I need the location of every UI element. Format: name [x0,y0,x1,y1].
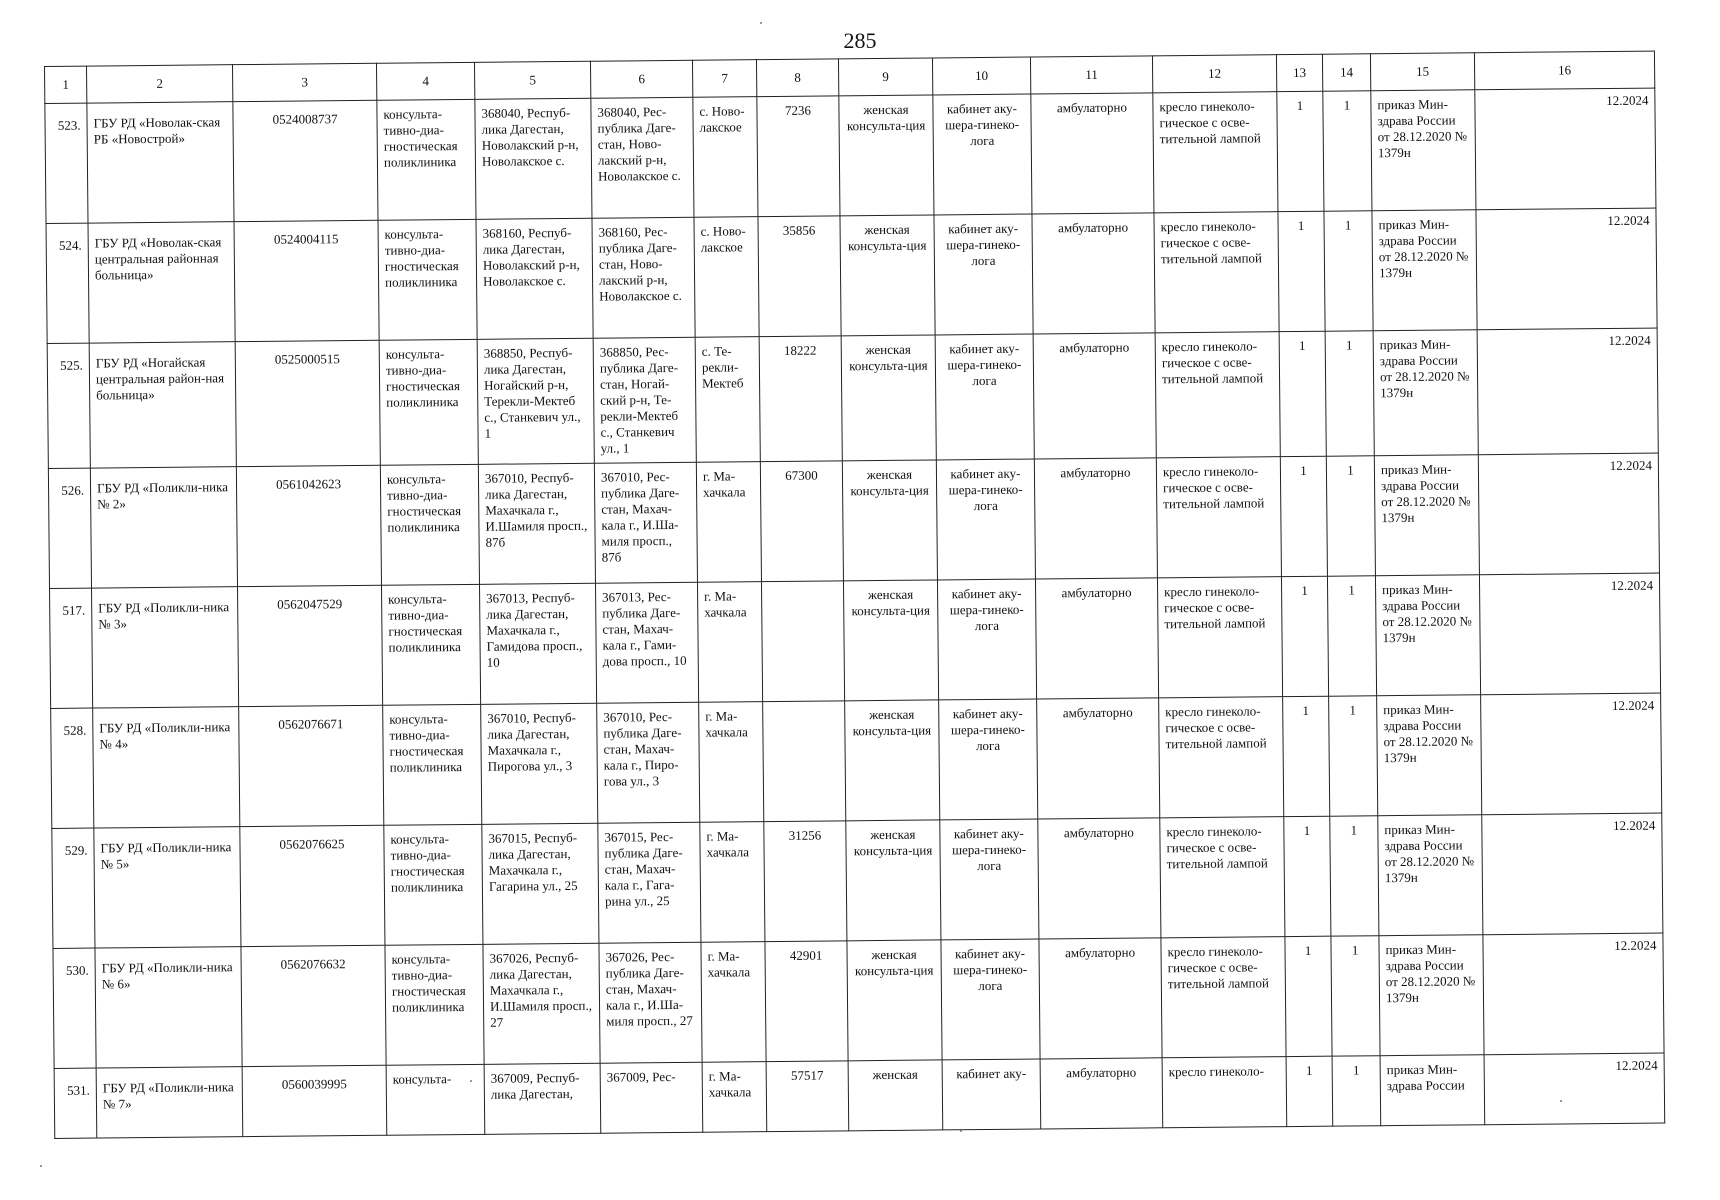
count-col-13-cell: 1 [1281,576,1328,696]
facility-type-cell: консульта-тивно-диа-гностическая поликлиника [384,824,483,945]
care-condition-cell: амбулаторно [1032,213,1155,334]
legal-address-cell: 367015, Респуб-лика Дагестан, Махачкала г., Гагарина ул., 25 [482,823,599,944]
care-condition-cell: амбулаторно [1035,578,1158,699]
column-header-6: 6 [590,60,692,98]
equipment-cell: кресло гинеколо-гическое с осве-тительной лампой [1154,212,1279,333]
count-col-13-cell: 1 [1286,1056,1333,1126]
equipment-cell: кресло гинеколо-гическое с осве-тительной лампой [1156,457,1281,578]
row-number-cell: 526. [48,468,91,588]
legal-address-cell: 367026, Респуб-лика Дагестан, Махачкала г., И.Шамиля просп., 27 [483,943,600,1064]
legal-address-cell: 367010, Респуб-лика Дагестан, Махачкала г., Пирогова ул., 3 [481,703,598,824]
cabinet-cell: кабинет аку-шера-гинеко-лога [941,939,1040,1060]
column-header-7: 7 [692,60,756,98]
population-cell: 67300 [760,461,843,582]
locality-cell: с. Ново-лакское [693,97,758,218]
legal-address-cell: 367009, Респуб-лика Дагестан, [484,1063,601,1134]
organization-name-cell: ГБУ РД «Поликли-ника № 7» [96,1067,243,1138]
table-row [46,208,1657,343]
count-col-13-cell: 1 [1278,211,1325,331]
actual-address-cell: 368160, Рес-публика Даге-стан, Ново-лакский р-н, Новолакское с. [592,217,695,338]
deadline-date-cell: 12.2024 [1484,1053,1665,1125]
locality-cell: г. Ма-хачкала [701,942,766,1063]
cabinet-cell: кабинет аку-шера-гинеко-лога [937,579,1036,700]
scan-speck [760,22,762,24]
count-col-14-cell: 1 [1325,331,1374,456]
count-col-14-cell: 1 [1327,576,1376,696]
department-cell: женская консульта-ция [840,215,935,336]
table-row [48,453,1659,588]
inn-code-cell: 0562076632 [241,945,386,1066]
count-col-14-cell: 1 [1331,936,1380,1056]
organization-name-cell: ГБУ РД «Новолак-ская РБ «Новострой» [87,102,234,223]
equipment-cell: кресло гинеколо-гическое с осве-тительной лампой [1161,937,1286,1058]
row-number-cell: 531. [54,1068,97,1138]
facility-type-cell: консульта-тивно-диа-гностическая поликлиника [383,704,482,825]
department-cell: женская консульта-ция [843,580,938,701]
inn-code-cell: 0562047529 [238,585,383,706]
row-number-cell: 523. [45,103,88,223]
cabinet-cell: кабинет аку- [942,1059,1041,1130]
legal-address-cell: 368160, Респуб-лика Дагестан, Новолакский р-н, Новолакское с. [476,218,593,339]
count-col-14-cell: 1 [1323,91,1372,211]
column-header-13: 13 [1276,54,1322,91]
regulation-order-cell: приказ Мин-здрава России от 28.12.2020 № 1379н [1375,575,1480,696]
department-cell: женская консульта-ция [842,460,937,581]
column-header-3: 3 [232,63,376,101]
facility-type-cell: консульта-тивно-диа-гностическая поликлиника [379,339,478,465]
population-cell: 42901 [765,941,848,1062]
facility-type-cell: консульта-тивно-диа-гностическая поликлиника [377,99,476,220]
deadline-date-cell: 12.2024 [1477,328,1658,455]
count-col-13-cell: 1 [1280,456,1327,576]
column-header-4: 4 [376,62,474,100]
legal-address-cell: 367013, Респуб-лика Дагестан, Махачкала г., Гамидова просп., 10 [479,583,596,704]
cabinet-cell: кабинет аку-шера-гинеко-лога [933,94,1032,215]
regulation-order-cell: приказ Мин-здрава России от 28.12.2020 № 1379н [1377,695,1482,816]
column-header-16: 16 [1474,51,1654,90]
equipment-cell: кресло гинеколо-гическое с осве-тительной лампой [1159,697,1284,818]
count-col-13-cell: 1 [1284,816,1331,936]
department-cell: женская консульта-ция [841,335,936,461]
department-cell: женская консульта-ция [845,700,940,821]
column-header-10: 10 [932,57,1030,95]
count-col-13-cell: 1 [1285,936,1332,1056]
count-col-14-cell: 1 [1329,696,1378,816]
inn-code-cell: 0560039995 [242,1065,387,1136]
deadline-date-cell: 12.2024 [1483,933,1664,1055]
organization-name-cell: ГБУ РД «Поликли-ника № 4» [93,707,240,828]
organization-name-cell: ГБУ РД «Ногайская центральная район-ная больница» [89,342,236,468]
page-number: 285 [843,28,877,53]
registry-table [44,51,1665,1139]
equipment-cell: кресло гинеколо-гическое с осве-тительной лампой [1155,332,1280,458]
column-header-2: 2 [87,65,233,103]
scan-speck [960,1130,962,1132]
inn-code-cell: 0524008737 [233,100,378,221]
care-condition-cell: амбулаторно [1037,698,1160,819]
deadline-date-cell: 12.2024 [1478,453,1659,575]
deadline-date-cell: 12.2024 [1475,88,1656,210]
column-header-8: 8 [756,59,838,97]
care-condition-cell: амбулаторно [1039,938,1162,1059]
department-cell: женская консульта-ция [847,940,942,1061]
regulation-order-cell: приказ Мин-здрава России от 28.12.2020 № 1379н [1378,815,1483,936]
locality-cell: г. Ма-хачкала [699,702,764,823]
equipment-cell: кресло гинеколо-гическое с осве-тительной лампой [1157,577,1282,698]
cabinet-cell: кабинет аку-шера-гинеко-лога [934,214,1033,335]
cabinet-cell: кабинет аку-шера-гинеко-лога [936,459,1035,580]
actual-address-cell: 367013, Рес-публика Даге-стан, Махач-кала г., Гами-дова просп., 10 [595,582,698,703]
department-cell: женская консульта-ция [839,95,934,216]
row-number-cell: 529. [52,828,95,948]
regulation-order-cell: приказ Мин-здрава России от 28.12.2020 № 1379н [1371,90,1476,211]
column-header-5: 5 [474,61,590,99]
table-row [52,813,1663,948]
scan-speck [40,1165,42,1167]
inn-code-cell: 0562076671 [239,705,384,826]
deadline-date-cell: 12.2024 [1479,573,1660,695]
actual-address-cell: 367010, Рес-публика Даге-стан, Махач-кала г., Пиро-гова ул., 3 [597,702,700,823]
regulation-order-cell: приказ Мин-здрава России от 28.12.2020 № 1379н [1372,210,1477,331]
care-condition-cell: амбулаторно [1038,818,1161,939]
locality-cell: с. Ново-лакское [694,217,759,338]
row-number-cell: 517. [50,588,93,708]
actual-address-cell: 368040, Рес-публика Даге-стан, Ново-лакский р-н, Новолакское с. [591,97,694,218]
department-cell: женская [848,1060,943,1131]
facility-type-cell: консульта-тивно-диа-гностическая поликлиника [380,464,479,585]
care-condition-cell: амбулаторно [1034,458,1157,579]
column-header-1: 1 [45,66,87,103]
document-table-wrapper [44,51,1664,1139]
organization-name-cell: ГБУ РД «Поликли-ника № 6» [95,947,242,1068]
organization-name-cell: ГБУ РД «Поликли-ника № 5» [94,827,241,948]
actual-address-cell: 367009, Рес- [600,1062,703,1133]
deadline-date-cell: 12.2024 [1481,693,1662,815]
inn-code-cell: 0524004115 [234,220,379,341]
count-col-14-cell: 1 [1324,211,1373,331]
table-body [45,88,1665,1138]
population-cell: 57517 [766,1061,849,1132]
table-row [45,88,1656,223]
column-header-9: 9 [838,58,932,96]
table-row [54,1053,1665,1138]
count-col-13-cell: 1 [1283,696,1330,816]
row-number-cell: 525. [47,343,90,468]
count-col-14-cell: 1 [1332,1056,1381,1126]
population-cell [761,581,844,702]
locality-cell: г. Ма-хачкала [696,462,761,583]
regulation-order-cell: приказ Мин-здрава России [1380,1055,1485,1126]
column-header-15: 15 [1370,53,1474,91]
table-row [51,693,1662,828]
care-condition-cell: амбулаторно [1033,333,1156,459]
cabinet-cell: кабинет аку-шера-гинеко-лога [939,699,1038,820]
regulation-order-cell: приказ Мин-здрава России от 28.12.2020 № 1379н [1373,330,1478,456]
row-number-cell: 528. [51,708,94,828]
actual-address-cell: 368850, Рес-публика Даге-стан, Ногай-ский р-н, Те-рекли-Мектеб с., Станкевич ул., 1 [593,337,696,463]
department-cell: женская консульта-ция [846,820,941,941]
table-row [50,573,1661,708]
inn-code-cell: 0525000515 [235,340,380,466]
equipment-cell: кресло гинеколо-гическое с осве-тительной лампой [1153,92,1278,213]
population-cell: 35856 [758,216,841,337]
equipment-cell: кресло гинеколо-гическое с осве-тительной лампой [1160,817,1285,938]
cabinet-cell: кабинет аку-шера-гинеко-лога [940,819,1039,940]
locality-cell: г. Ма-хачкала [697,582,762,703]
locality-cell: г. Ма-хачкала [700,822,765,943]
cabinet-cell: кабинет аку-шера-гинеко-лога [935,334,1034,460]
facility-type-cell: консульта-тивно-диа-гностическая поликлиника [385,944,484,1065]
column-header-14: 14 [1322,54,1370,91]
column-header-12: 12 [1152,55,1276,93]
actual-address-cell: 367010, Рес-публика Даге-стан, Махач-кала г., И.Ша-миля просп., 87б [594,462,697,583]
actual-address-cell: 367015, Рес-публика Даге-стан, Махач-кала г., Гага-рина ул., 25 [598,822,701,943]
count-col-13-cell: 1 [1279,331,1326,456]
scan-speck [470,1080,472,1082]
legal-address-cell: 367010, Респуб-лика Дагестан, Махачкала г., И.Шамиля просп., 87б [478,463,595,584]
facility-type-cell: консульта-тивно-диа-гностическая поликлиника [378,219,477,340]
population-cell: 7236 [757,96,840,217]
inn-code-cell: 0561042623 [236,465,381,586]
population-cell [763,701,846,822]
actual-address-cell: 367026, Рес-публика Даге-стан, Махач-кала г., И.Ша-миля просп., 27 [599,942,702,1063]
count-col-14-cell: 1 [1330,816,1379,936]
organization-name-cell: ГБУ РД «Новолак-ская центральная районная больница» [88,222,235,343]
care-condition-cell: амбулаторно [1040,1058,1163,1129]
scan-speck [1560,1100,1562,1102]
deadline-date-cell: 12.2024 [1476,208,1657,330]
facility-type-cell: консульта- [386,1064,485,1135]
table-row [53,933,1664,1068]
deadline-date-cell: 12.2024 [1482,813,1663,935]
population-cell: 31256 [764,821,847,942]
equipment-cell: кресло гинеколо- [1162,1057,1287,1128]
locality-cell: с. Те-рекли-Мектеб [695,337,760,463]
population-cell: 18222 [759,336,842,462]
count-col-14-cell: 1 [1326,456,1375,576]
facility-type-cell: консульта-тивно-диа-гностическая поликлиника [382,584,481,705]
organization-name-cell: ГБУ РД «Поликли-ника № 2» [90,467,237,588]
legal-address-cell: 368040, Респуб-лика Дагестан, Новолакский р-н, Новолакское с. [475,98,592,219]
regulation-order-cell: приказ Мин-здрава России от 28.12.2020 № 1379н [1374,455,1479,576]
row-number-cell: 530. [53,948,96,1068]
care-condition-cell: амбулаторно [1031,93,1154,214]
count-col-13-cell: 1 [1277,91,1324,211]
row-number-cell: 524. [46,223,89,343]
column-header-11: 11 [1030,56,1152,94]
table-row [47,328,1658,468]
locality-cell: г. Ма-хачкала [702,1062,767,1133]
organization-name-cell: ГБУ РД «Поликли-ника № 3» [92,587,239,708]
regulation-order-cell: приказ Мин-здрава России от 28.12.2020 № 1379н [1379,935,1484,1056]
legal-address-cell: 368850, Респуб-лика Дагестан, Ногайский р-н, Терекли-Мектеб с., Станкевич ул., 1 [477,338,594,464]
inn-code-cell: 0562076625 [240,825,385,946]
